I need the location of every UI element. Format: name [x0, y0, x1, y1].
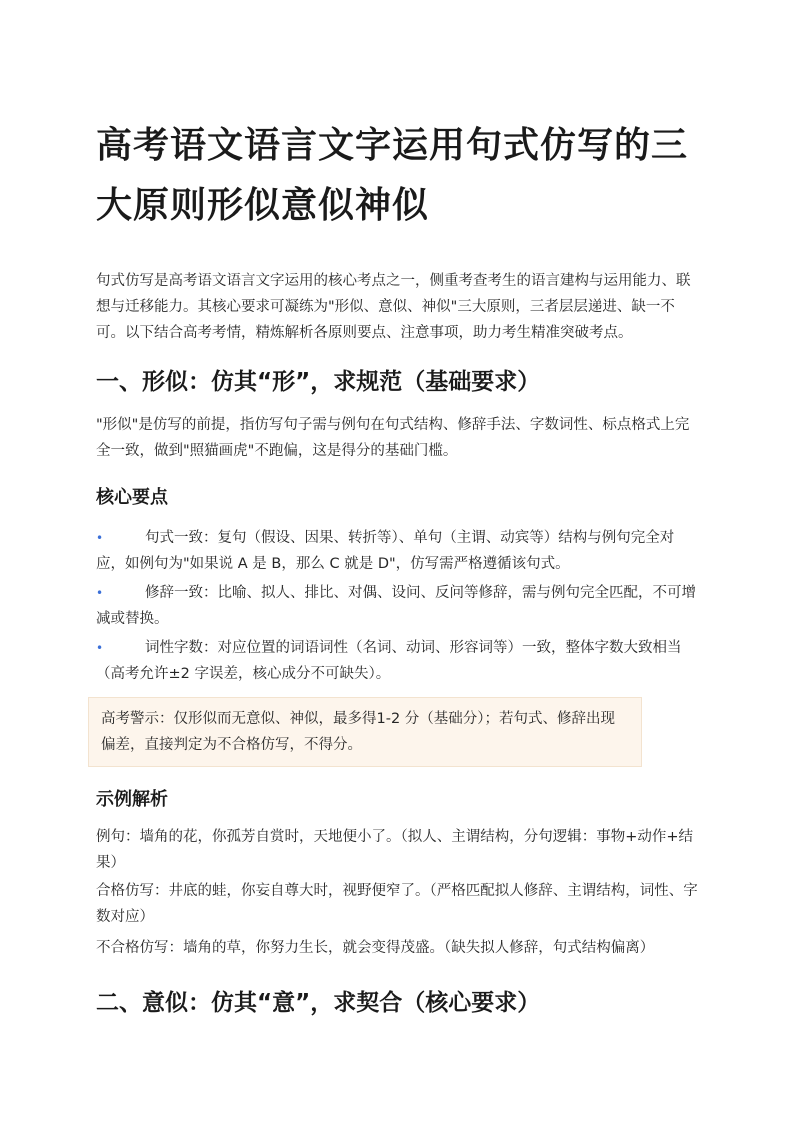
bullet-dot-icon: • — [96, 641, 104, 655]
bullet-text: 修辞一致：比喻、拟人、排比、对偶、设问、反问等修辞，需与例句完全匹配，不可增减或替换。 — [96, 585, 696, 627]
document-title: 高考语文语言文字运用句式仿写的三大原则形似意似神似 — [96, 125, 689, 226]
exam-warning-box: 高考警示：仅形似而无意似、神似，最多得1-2 分（基础分）；若句式、修辞出现偏差，直接判定为不合格仿写，不得分。 — [88, 697, 642, 767]
section-2-heading: 二、意似：仿其“意”，求契合（核心要求） — [96, 990, 541, 1016]
example-original: 例句：墙角的花，你孤芳自赏时，天地便小了。（拟人、主谓结构，分句逻辑：事物+动作+结果） — [96, 829, 694, 871]
example-unqualified: 不合格仿写：墙角的草，你努力生长，就会变得茂盛。（缺失拟人修辞，句式结构偏离） — [96, 940, 655, 956]
intro-paragraph: 句式仿写是高考语文语言文字运用的核心考点之一，侧重考查考生的语言建构与运用能力、联想与迁移能力。其核心要求可凝练为"形似、意似、神似"三大原则，三者层层递进、缺一不可。以下结合高考考情，精炼解析各原则要点、注意事项，助力考生精准突破考点。 — [96, 273, 691, 341]
bullet-item — [96, 580, 702, 632]
bullet-text: 句式一致：复句（假设、因果、转折等）、单句（主谓、动宾等）结构与例句完全对应，如例句为"如果说 A 是 B，那么 C 就是 D"，仿写需严格遵循该句式。 — [96, 530, 675, 572]
key-points-heading: 核心要点 — [96, 487, 168, 508]
section-1-description: "形似"是仿写的前提，指仿写句子需与例句在句式结构、修辞手法、字数词性、标点格式上完全一致，做到"照猫画虎"不跑偏，这是得分的基础门槛。 — [96, 417, 690, 459]
bullet-dot-icon: • — [96, 531, 104, 545]
bullet-text: 词性字数：对应位置的词语词性（名词、动词、形容词等）一致，整体字数大致相当（高考允许±2 字误差，核心成分不可缺失）。 — [96, 640, 682, 682]
section-1-heading: 一、形似：仿其“形”，求规范（基础要求） — [96, 369, 541, 395]
bullet-item — [96, 525, 702, 577]
example-qualified: 合格仿写：井底的蛙，你妄自尊大时，视野便窄了。（严格匹配拟人修辞、主谓结构，词性、字数对应） — [96, 883, 698, 925]
bullet-dot-icon: • — [96, 586, 104, 600]
bullet-item — [96, 635, 702, 687]
example-heading: 示例解析 — [96, 789, 168, 810]
